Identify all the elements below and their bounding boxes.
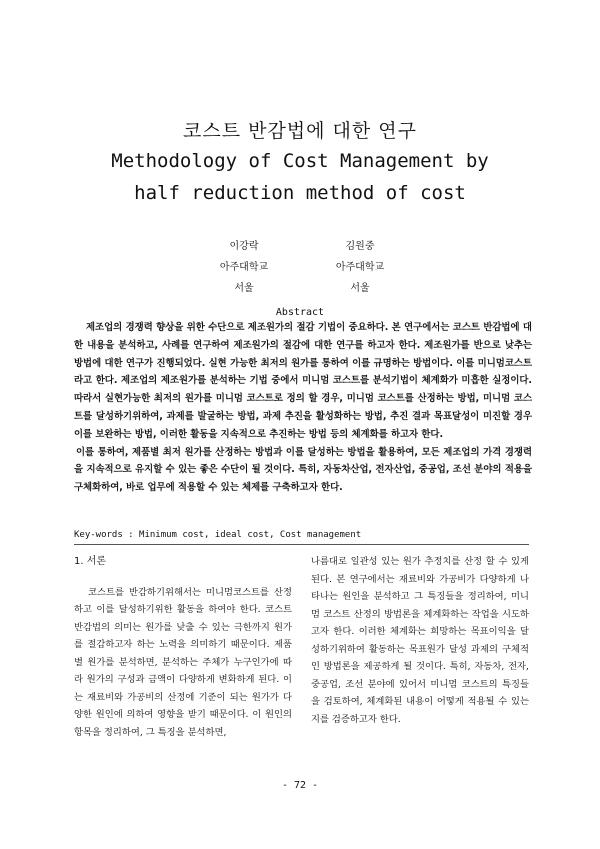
- author-affiliation: 아주대학교: [219, 262, 269, 273]
- author-location: 서울: [350, 283, 370, 294]
- abstract-paragraph: 제조업의 경쟁력 향상을 위한 수단으로 제조원가의 절감 기법이 중요하다. 본 연구에서는 코스트 반감법에 대한 내용을 분석하고, 사례를 연구하여 제조원가의 절감에 대한 연구를 하고자 한다. 제조원가를 반으로 낮추는 방법에 대한 연구가 진행되었다. 실현 가능한 최저의 원가를 통하여 이를 규명하는 방법이다. 이를 미니멈코스트라고 한다. 제조업의 제조원가를 분석하는 기법 중에서 미니멈 코스트를 분석기법이 체계화가 미흡한 실정이다. 따라서 실현가능한 최저의 원가를 미니멈 코스트로 정의 할 경우, 미니멈 코스트를 산정하는 방법, 미니멈 코스트를 달성하기위하여, 과제를 발굴하는 방법, 과제 추진을 활성화하는 방법, 추진 결과 목표달성이 미진할 경우 이를 보완하는 방법, 이러한 활동을 지속적으로 추진하는 방법 등의 체계화를 하고자 한다.: [74, 322, 532, 440]
- abstract-heading: Abstract: [275, 307, 325, 318]
- author-affiliation: 아주대학교: [335, 262, 385, 273]
- body-text: 코스트를 반감하기위해서는 미니멈코스트를 산정하고 이를 달성하기위한 활동을 하여야 한다. 코스트 반감법의 의미는 원가를 낮출 수 있는 극한까지 원가를 절감하고자 하는 노력을 의미하기 때문이다. 제품별 원가를 분석하면, 분석하는 주체가 누구인가에 따라 원가의 구성과 금액이 다양하게 변화하게 된다. 이는 재료비와 가공비의 산정에 기준이 되는 원가가 다양한 원인에 의하여 영향을 받기 때문이다. 이 원인의 항목을 정리하여, 그 특징을 분석하면,: [74, 586, 292, 738]
- page-number: - 72 -: [281, 780, 319, 791]
- body-text: 나름대로 일관성 있는 원가 추정치를 산정 할 수 있게 된다. 본 연구에서는 재료비와 가공비가 다양하게 나타나는 원인을 분석하고 그 특징들을 정리하여, 미니멈 코스트 산정의 방법론을 체계화하는 작업을 시도하고자 한다. 이러한 체계화는 희망하는 목표이익을 달성하기위하여 활동하는 목표원가 달성 과제의 구체적인 방법론을 제공하게 될 것이다. 특히, 자동차, 전자, 중공업, 조선 분야에 있어서 미니멈 코스트의 특징들을 검토하여, 체계화된 내용이 어떻게 적용될 수 있는지를 검증하고자 한다.: [311, 556, 529, 725]
- title-english-line1: Methodology of Cost Management by: [111, 150, 489, 172]
- title-english-line2: half reduction method of cost: [134, 182, 466, 204]
- abstract-body: [74, 319, 532, 497]
- abstract-paragraph: 이를 통하여, 제품별 최저 원가를 산정하는 방법과 이를 달성하는 방법을 활용하여, 모든 제조업의 가격 경쟁력을 지속적으로 유지할 수 있는 좋은 수단이 될 것이다. 특히, 자동차산업, 전자산업, 중공업, 조선 분야의 적용을 구체화하여, 바로 업무에 적용할 수 있는 체제를 구축하고자 한다.: [74, 446, 532, 494]
- author-name: 김원중: [345, 241, 375, 252]
- divider: [74, 544, 529, 545]
- keywords: Key-words : Minimum cost, ideal cost, Cost management: [74, 530, 362, 540]
- author-1: [184, 236, 304, 299]
- left-column: [74, 553, 292, 741]
- author-name: 이강락: [229, 241, 259, 252]
- title-korean: 코스트 반감법에 대한 연구: [182, 120, 417, 142]
- right-column: [311, 553, 529, 728]
- author-2: [300, 236, 420, 299]
- section-heading: 1. 서론: [74, 556, 107, 567]
- author-location: 서울: [234, 283, 254, 294]
